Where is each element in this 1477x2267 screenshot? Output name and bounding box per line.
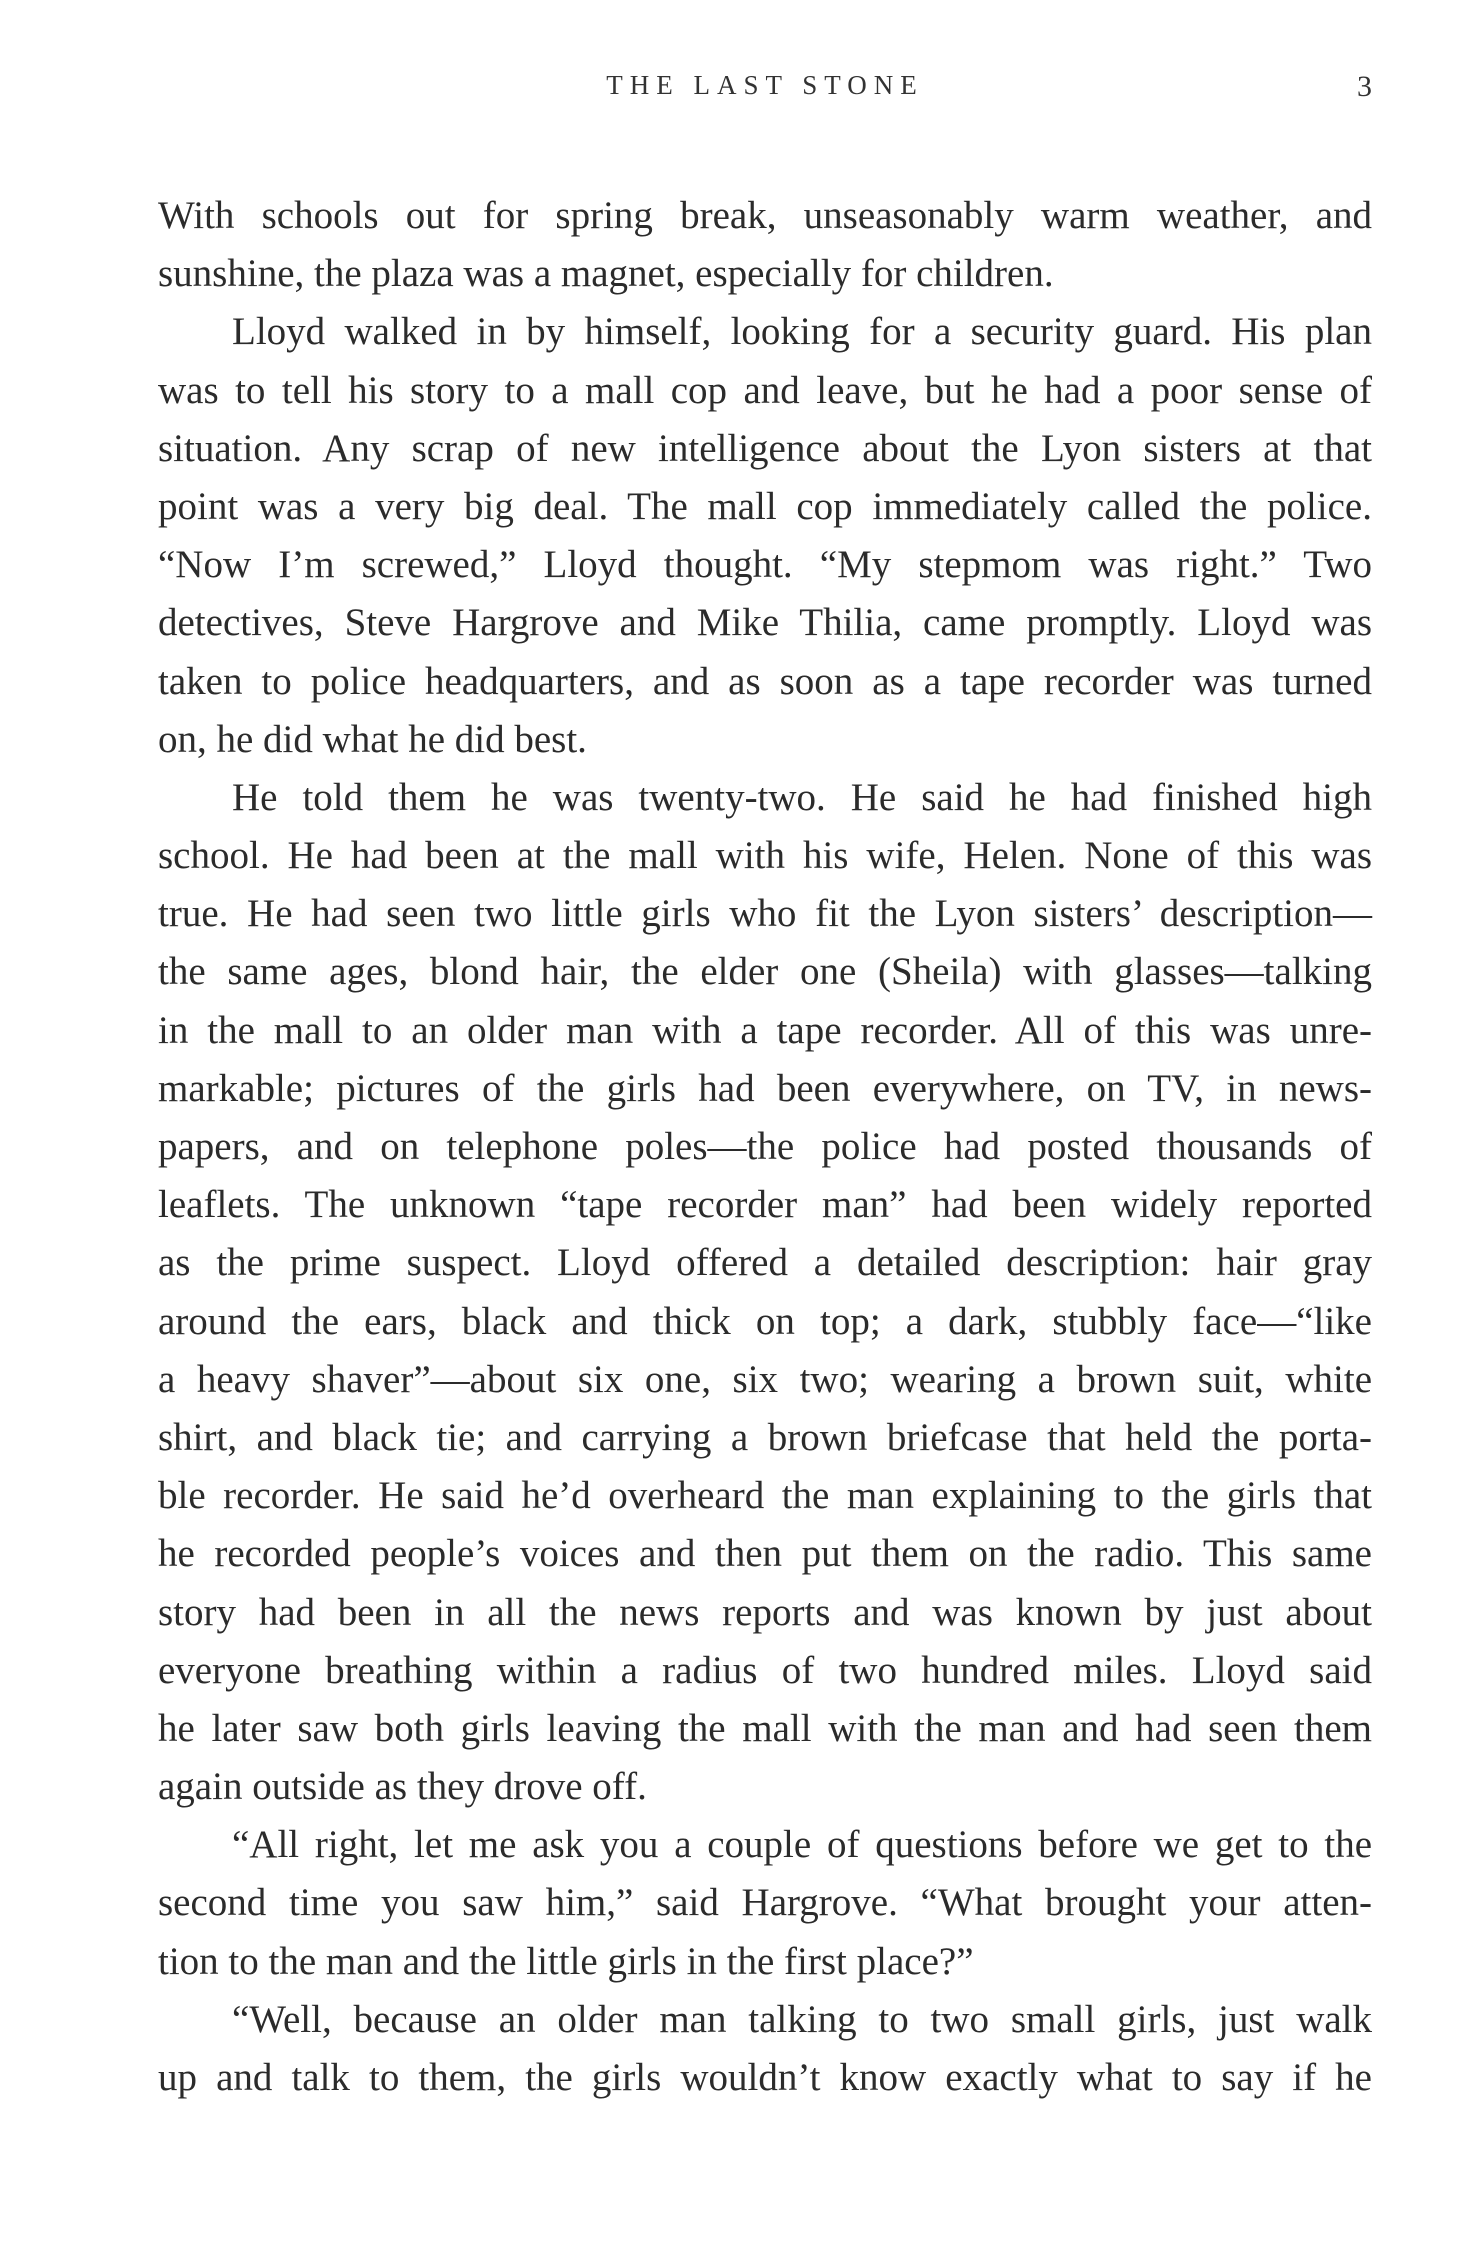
text-line: leaflets. The unknown “tape recorder man” had been widely reported	[158, 1183, 1372, 1227]
text-line: he recorded people’s voices and then put them on the radio. This same	[158, 1532, 1372, 1576]
text-line: detectives, Steve Hargrove and Mike Thilia, came promptly. Lloyd was	[158, 601, 1372, 645]
text-line: was to tell his story to a mall cop and leave, but he had a poor sense of	[158, 368, 1372, 412]
text-line: everyone breathing within a radius of two hundred miles. Lloyd said	[158, 1648, 1372, 1692]
text-line: a heavy shaver”—about six one, six two; wearing a brown suit, white	[158, 1357, 1372, 1401]
text-line: in the mall to an older man with a tape recorder. All of this was unre-	[158, 1008, 1372, 1052]
text-line: taken to police headquarters, and as soon as a tape recorder was turned	[158, 659, 1372, 703]
text-line: second time you saw him,” said Hargrove. “What brought your atten-	[158, 1881, 1372, 1925]
text-line: “All right, let me ask you a couple of questions before we get to the	[232, 1823, 1372, 1867]
text-line: tion to the man and the little girls in the first place?”	[158, 1939, 974, 1983]
text-line: up and talk to them, the girls wouldn’t know exactly what to say if he	[158, 2056, 1372, 2099]
text-line: He told them he was twenty-two. He said he had finished high	[232, 775, 1372, 819]
text-line: shirt, and black tie; and carrying a brown briefcase that held the porta-	[158, 1415, 1372, 1459]
text-line: around the ears, black and thick on top; a dark, stubbly face—“like	[158, 1299, 1372, 1343]
text-line: point was a very big deal. The mall cop immediately called the police.	[158, 484, 1372, 528]
text-line: Lloyd walked in by himself, looking for a security guard. His plan	[232, 310, 1372, 354]
text-line: school. He had been at the mall with his wife, Helen. None of this was	[158, 834, 1372, 878]
text-line: markable; pictures of the girls had been everywhere, on TV, in news-	[158, 1066, 1372, 1110]
text-line: again outside as they drove off.	[158, 1765, 647, 1809]
text-line: on, he did what he did best.	[158, 717, 587, 761]
running-head: THE LAST STONE	[606, 70, 924, 100]
text-line: situation. Any scrap of new intelligence about the Lyon sisters at that	[158, 426, 1372, 470]
text-line: true. He had seen two little girls who fit the Lyon sisters’ description—	[158, 892, 1372, 936]
text-line: he later saw both girls leaving the mall with the man and had seen them	[158, 1706, 1372, 1750]
text-line: ble recorder. He said he’d overheard the man explaining to the girls that	[158, 1474, 1372, 1518]
text-line: as the prime suspect. Lloyd offered a detailed description: hair gray	[158, 1241, 1372, 1285]
text-line: the same ages, blond hair, the elder one (Sheila) with glasses—talking	[158, 950, 1372, 994]
text-line: story had been in all the news reports and was known by just about	[158, 1590, 1372, 1634]
text-line: sunshine, the plaza was a magnet, especially for children.	[158, 252, 1054, 296]
body-text	[158, 187, 1372, 2107]
page-number: 3	[1357, 70, 1372, 103]
text-line: With schools out for spring break, unseasonably warm weather, and	[158, 194, 1372, 237]
text-line: “Well, because an older man talking to two small girls, just walk	[232, 1997, 1372, 2041]
text-line: papers, and on telephone poles—the police had posted thousands of	[158, 1125, 1372, 1168]
text-line: “Now I’m screwed,” Lloyd thought. “My stepmom was right.” Two	[158, 543, 1372, 587]
